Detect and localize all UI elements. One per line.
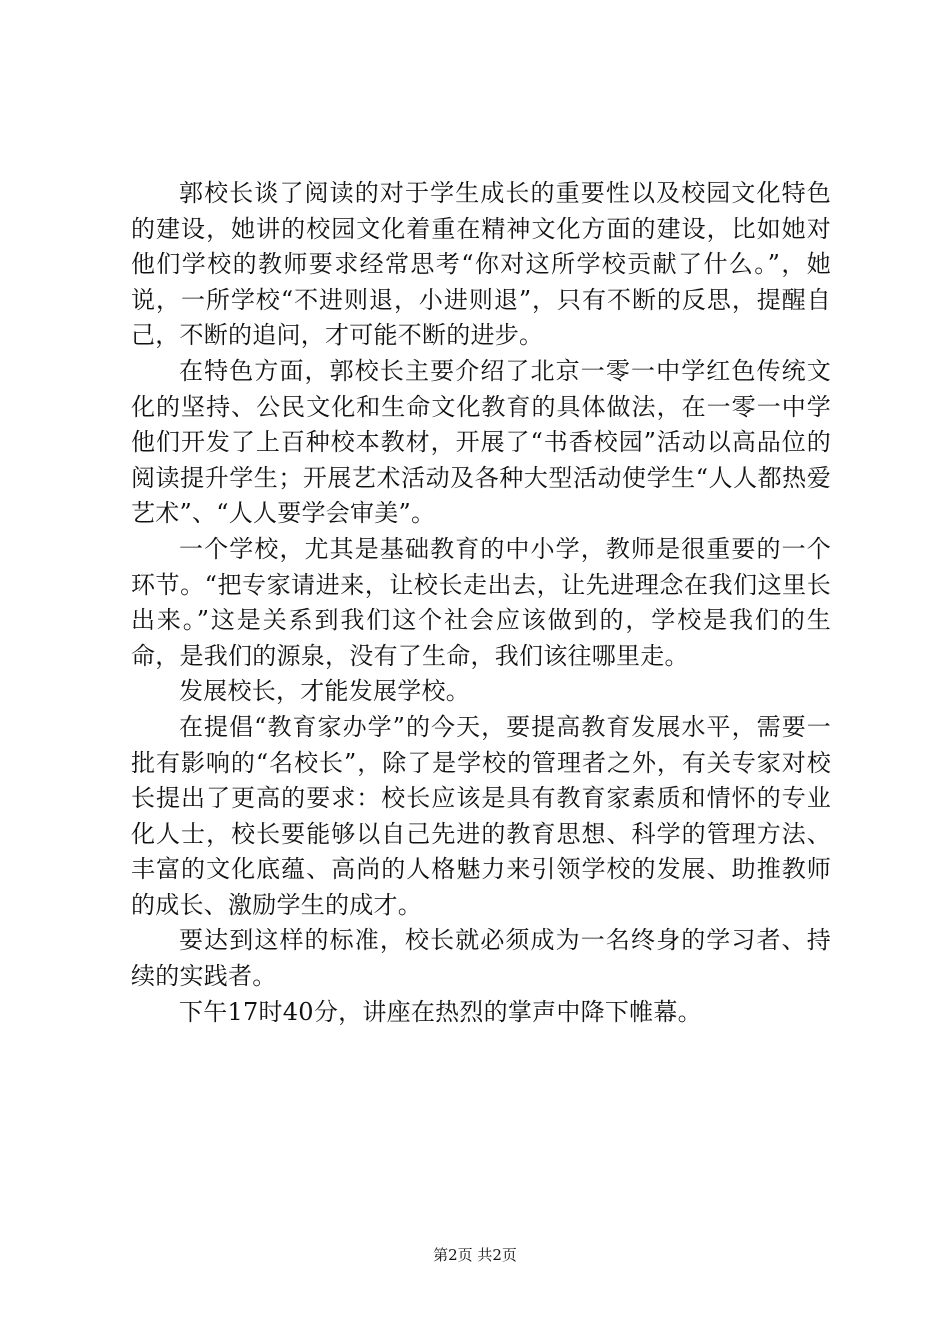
paragraph-educator-principal: 在提倡“教育家办学”的今天，要提高教育发展水平，需要一批有影响的“名校长”，除了是学校的管理者之外，有关专家对校长提出了更高的要求：校长应该是具有教育家素质和情怀的专业化人士，校长要能够以自己先进的教育思想、科学的管理方法、丰富的文化底蕴、高尚的人格魅力来引领学校的发展、助推教师的成长、激励学生的成才。 [131,712,831,919]
page-footer [0,1245,950,1265]
paragraph-develop-principal: 发展校长，才能发展学校。 [179,677,470,706]
paragraph-school-features: 在特色方面，郭校长主要介绍了北京一零一中学红色传统文化的坚持、公民文化和生命文化教育的具体做法，在一零一中学他们开发了上百种校本教材，开展了“书香校园”活动以高品位的阅读提升学生；开展艺术活动及各种大型活动使学生“人人都热爱艺术”、“人人要学会审美”。 [131,356,831,528]
paragraph-closing: 下午17时40分，讲座在热烈的掌声中降下帷幕。 [179,997,702,1026]
page-number-label: 第2页 共2页 [433,1246,517,1264]
paragraph-teachers: 一个学校，尤其是基础教育的中小学，教师是很重要的一个环节。“把专家请进来，让校长走出去，让先进理念在我们这里长出来。”这是关系到我们这个社会应该做到的，学校是我们的生命，是我们的源泉，没有了生命，我们该往哪里走。 [131,534,831,670]
paragraph-reading-culture: 郭校长谈了阅读的对于学生成长的重要性以及校园文化特色的建设，她讲的校园文化着重在精神文化方面的建设，比如她对他们学校的教师要求经常思考“你对这所学校贡献了什么。”，她说，一所学校“不进则退，小进则退”，只有不断的反思，提醒自己，不断的追问，才可能不断的进步。 [131,179,831,350]
document-body [131,176,831,1030]
paragraph-lifelong-learner: 要达到这样的标准，校长就必须成为一名终身的学习者、持续的实践者。 [131,926,831,991]
